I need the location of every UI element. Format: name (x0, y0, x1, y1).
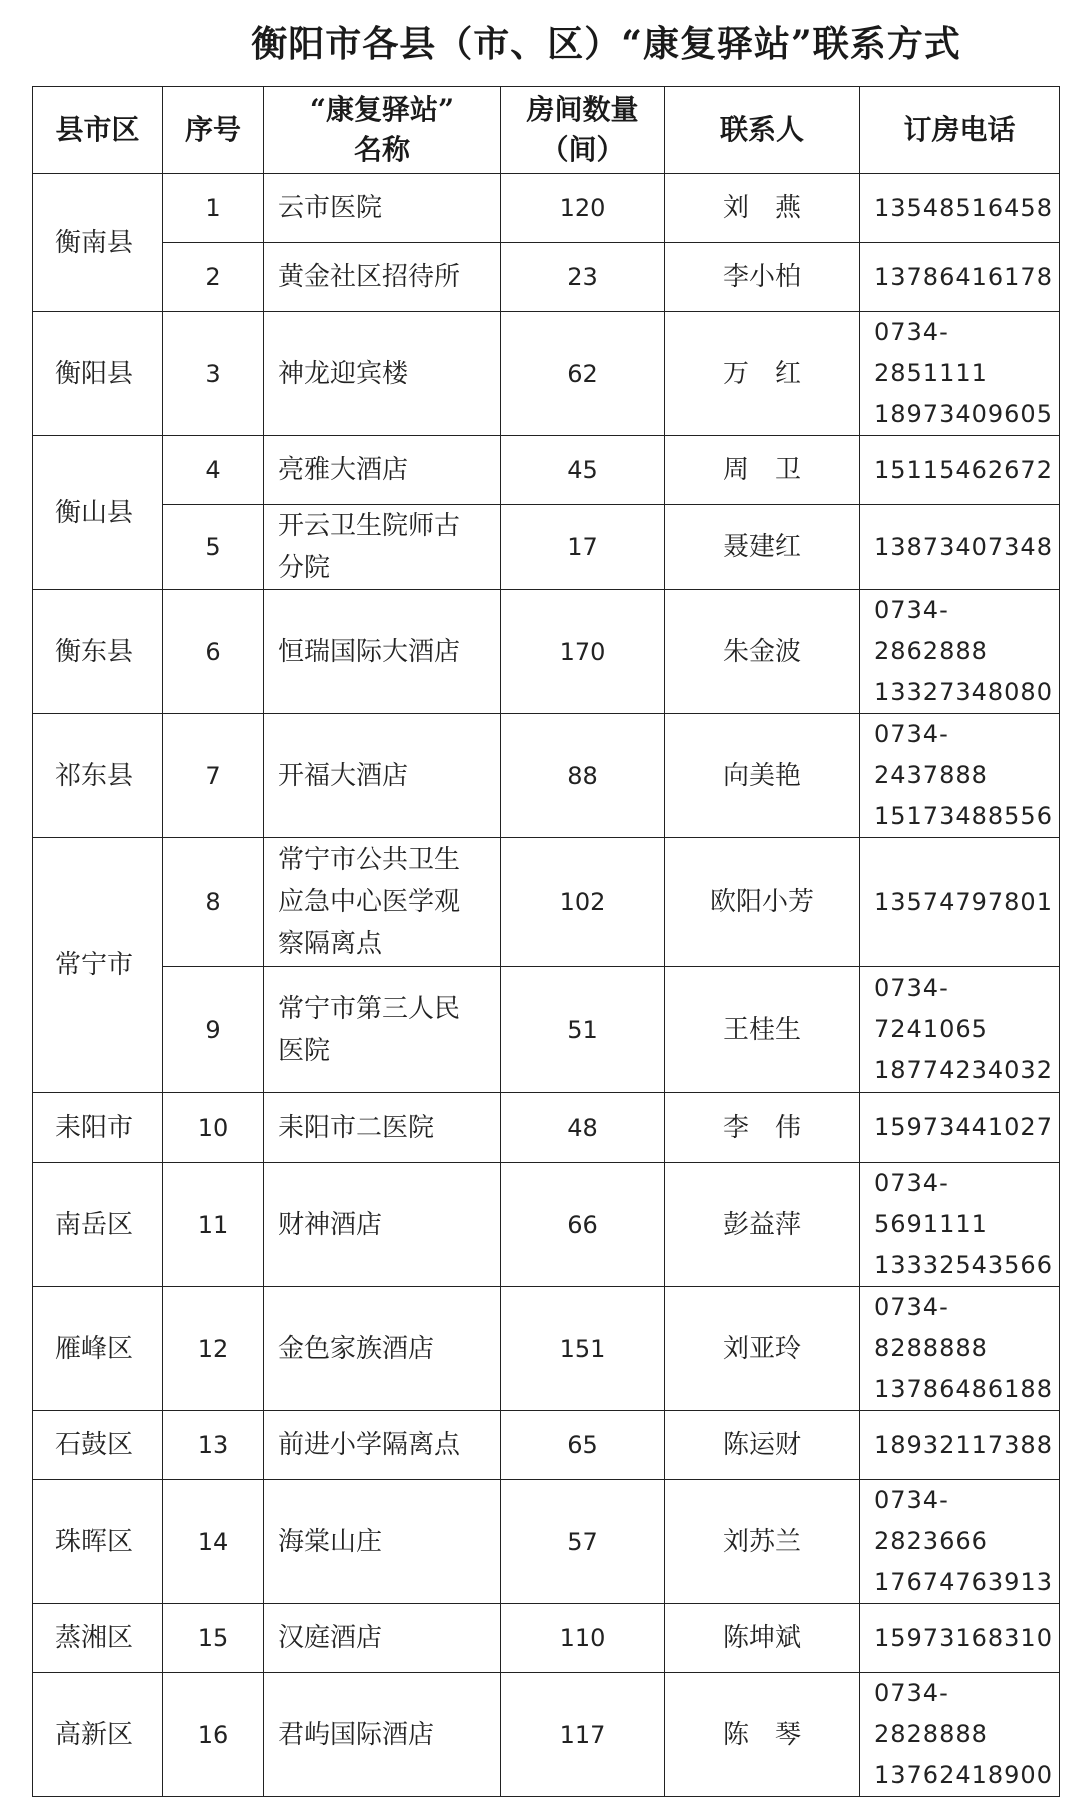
station-name-cell (264, 174, 501, 243)
phone-number: 0734-2823666 (874, 1486, 988, 1555)
table-row (33, 505, 1060, 590)
county-cell: 珠晖区 (33, 1480, 163, 1604)
phone-cell (860, 1093, 1060, 1163)
seq-cell: 16 (163, 1673, 264, 1797)
phone-number: 0734-2862888 (874, 596, 988, 665)
contact-person-cell: 向美艳 (665, 714, 860, 838)
station-name-line: 恒瑞国际大酒店 (278, 636, 461, 667)
county-cell: 祁东县 (33, 714, 163, 838)
station-name-cell (264, 1480, 501, 1604)
seq-cell: 13 (163, 1411, 264, 1480)
seq-cell: 15 (163, 1604, 264, 1673)
station-name-line: 耒阳市二医院 (278, 1112, 435, 1143)
station-name-line: 应急中心医学观 (278, 887, 461, 917)
county-cell: 耒阳市 (33, 1093, 163, 1163)
phone-cell (860, 174, 1060, 243)
seq-cell: 9 (163, 967, 264, 1093)
rooms-cell: 88 (501, 714, 665, 838)
station-name-line: 财神酒店 (278, 1209, 383, 1240)
county-cell: 雁峰区 (33, 1287, 163, 1411)
rooms-cell: 23 (501, 243, 665, 312)
header-contact: 联系人 (665, 87, 860, 174)
phone-number: 13574797801 (874, 887, 1053, 916)
header-phone: 订房电话 (860, 87, 1060, 174)
phone-cell (860, 1480, 1060, 1604)
seq-cell: 7 (163, 714, 264, 838)
station-name-cell (264, 838, 501, 967)
county-cell: 衡阳县 (33, 312, 163, 436)
station-name-cell (264, 312, 501, 436)
rooms-cell: 17 (501, 505, 665, 590)
rooms-cell: 57 (501, 1480, 665, 1604)
table-row (33, 1673, 1060, 1797)
seq-cell: 11 (163, 1163, 264, 1287)
county-cell: 高新区 (33, 1673, 163, 1797)
phone-cell (860, 967, 1060, 1093)
rooms-cell: 45 (501, 436, 665, 505)
phone-cell (860, 505, 1060, 590)
rooms-cell: 151 (501, 1287, 665, 1411)
station-name-line: 前进小学隔离点 (278, 1430, 461, 1460)
table-row (33, 1093, 1060, 1163)
contact-person-cell: 聂建红 (665, 505, 860, 590)
table-row (33, 312, 1060, 436)
phone-number: 0734-5691111 (874, 1169, 988, 1238)
rooms-cell: 62 (501, 312, 665, 436)
phone-cell (860, 436, 1060, 505)
station-name-line: 医院 (278, 1035, 331, 1066)
table-row (33, 967, 1060, 1093)
contact-person-cell: 彭益萍 (665, 1163, 860, 1287)
rooms-cell: 51 (501, 967, 665, 1093)
phone-number: 15973441027 (874, 1113, 1053, 1141)
phone-number: 18774234032 (874, 1056, 1053, 1084)
seq-cell: 12 (163, 1287, 264, 1411)
contact-person-cell: 万 红 (665, 312, 860, 436)
contact-person-cell: 周 卫 (665, 436, 860, 505)
station-name-line: 常宁市公共卫生 (278, 845, 461, 875)
station-name-line: 海棠山庄 (278, 1526, 383, 1557)
rooms-cell: 170 (501, 590, 665, 714)
station-name-line: 开福大酒店 (278, 760, 409, 791)
table-row (33, 1287, 1060, 1411)
phone-cell (860, 312, 1060, 436)
phone-cell (860, 1163, 1060, 1287)
contact-person-cell: 刘苏兰 (665, 1480, 860, 1604)
phone-number: 13786486188 (874, 1375, 1053, 1403)
header-seq: 序号 (163, 87, 264, 174)
phone-number: 18932117388 (874, 1430, 1053, 1459)
seq-cell: 10 (163, 1093, 264, 1163)
header-name-line1: “康复驿站” (309, 93, 455, 126)
header-rooms-line2: （间） (540, 133, 625, 166)
phone-number: 18973409605 (874, 400, 1053, 428)
station-name-cell (264, 714, 501, 838)
phone-number: 15173488556 (874, 802, 1053, 830)
station-name-cell (264, 243, 501, 312)
rooms-cell: 117 (501, 1673, 665, 1797)
station-name-cell (264, 1604, 501, 1673)
county-cell: 石鼓区 (33, 1411, 163, 1480)
contact-person-cell: 李 伟 (665, 1093, 860, 1163)
county-cell: 蒸湘区 (33, 1604, 163, 1673)
contact-person-cell: 王桂生 (665, 967, 860, 1093)
phone-number: 13762418900 (874, 1761, 1053, 1789)
table-row (33, 714, 1060, 838)
phone-cell (860, 714, 1060, 838)
station-name-line: 云市医院 (278, 193, 383, 223)
seq-cell: 5 (163, 505, 264, 590)
station-name-line: 神龙迎宾楼 (278, 358, 409, 389)
phone-number: 13786416178 (874, 262, 1053, 291)
county-cell: 衡东县 (33, 590, 163, 714)
header-name-line2: 名称 (353, 133, 410, 166)
seq-cell: 3 (163, 312, 264, 436)
table-row (33, 243, 1060, 312)
phone-number: 0734-2828888 (874, 1679, 988, 1748)
phone-cell (860, 1287, 1060, 1411)
station-name-line: 分院 (278, 553, 331, 583)
header-rooms (501, 87, 665, 174)
phone-cell (860, 1604, 1060, 1673)
seq-cell: 6 (163, 590, 264, 714)
station-name-cell (264, 436, 501, 505)
rooms-cell: 110 (501, 1604, 665, 1673)
table-row (33, 1163, 1060, 1287)
phone-cell (860, 1673, 1060, 1797)
seq-cell: 1 (163, 174, 264, 243)
phone-number: 0734-2437888 (874, 720, 988, 789)
phone-cell (860, 243, 1060, 312)
phone-number: 13327348080 (874, 678, 1053, 706)
station-name-cell (264, 590, 501, 714)
station-name-cell (264, 967, 501, 1093)
table-row (33, 838, 1060, 967)
station-name-cell (264, 505, 501, 590)
table-row (33, 1411, 1060, 1480)
contact-person-cell: 朱金波 (665, 590, 860, 714)
contact-person-cell: 陈运财 (665, 1411, 860, 1480)
county-cell: 衡山县 (33, 436, 163, 590)
county-cell: 南岳区 (33, 1163, 163, 1287)
table-row (33, 174, 1060, 243)
station-name-cell (264, 1411, 501, 1480)
header-row (33, 87, 1060, 174)
station-name-line: 君屿国际酒店 (278, 1719, 435, 1750)
phone-cell (860, 838, 1060, 967)
county-cell: 常宁市 (33, 838, 163, 1093)
phone-number: 17674763913 (874, 1568, 1053, 1596)
seq-cell: 8 (163, 838, 264, 967)
station-name-line: 汉庭酒店 (278, 1623, 383, 1653)
header-county: 县市区 (33, 87, 163, 174)
rooms-cell: 102 (501, 838, 665, 967)
table-row (33, 436, 1060, 505)
station-name-line: 常宁市第三人民 (278, 993, 461, 1024)
contact-person-cell: 刘亚玲 (665, 1287, 860, 1411)
rooms-cell: 48 (501, 1093, 665, 1163)
station-name-line: 开云卫生院师古 (278, 511, 461, 541)
table-row (33, 590, 1060, 714)
phone-number: 15973168310 (874, 1623, 1053, 1652)
seq-cell: 4 (163, 436, 264, 505)
contact-person-cell: 李小柏 (665, 243, 860, 312)
phone-number: 0734-8288888 (874, 1293, 988, 1362)
phone-cell (860, 590, 1060, 714)
seq-cell: 14 (163, 1480, 264, 1604)
contact-person-cell: 欧阳小芳 (665, 838, 860, 967)
seq-cell: 2 (163, 243, 264, 312)
station-name-line: 亮雅大酒店 (278, 455, 409, 485)
table-row (33, 1604, 1060, 1673)
table-row (33, 1480, 1060, 1604)
station-name-line: 察隔离点 (278, 929, 383, 959)
rooms-cell: 66 (501, 1163, 665, 1287)
phone-number: 13332543566 (874, 1251, 1053, 1279)
contact-person-cell: 陈坤斌 (665, 1604, 860, 1673)
rooms-cell: 120 (501, 174, 665, 243)
phone-cell (860, 1411, 1060, 1480)
contact-table (32, 86, 1060, 1797)
header-name (264, 87, 501, 174)
phone-number: 13548516458 (874, 193, 1053, 222)
phone-number: 0734-2851111 (874, 318, 988, 387)
station-name-line: 黄金社区招待所 (278, 262, 461, 292)
station-name-line: 金色家族酒店 (278, 1333, 435, 1364)
page-title: 衡阳市各县（市、区）“康复驿站”联系方式 (251, 23, 961, 65)
table-body (33, 174, 1060, 1797)
phone-number: 0734-7241065 (874, 974, 988, 1043)
header-rooms-line1: 房间数量 (526, 93, 639, 126)
station-name-cell (264, 1287, 501, 1411)
phone-number: 15115462672 (874, 455, 1053, 484)
county-cell: 衡南县 (33, 174, 163, 312)
rooms-cell: 65 (501, 1411, 665, 1480)
contact-person-cell: 刘 燕 (665, 174, 860, 243)
station-name-cell (264, 1673, 501, 1797)
phone-number: 13873407348 (874, 532, 1053, 561)
station-name-cell (264, 1093, 501, 1163)
station-name-cell (264, 1163, 501, 1287)
contact-person-cell: 陈 琴 (665, 1673, 860, 1797)
